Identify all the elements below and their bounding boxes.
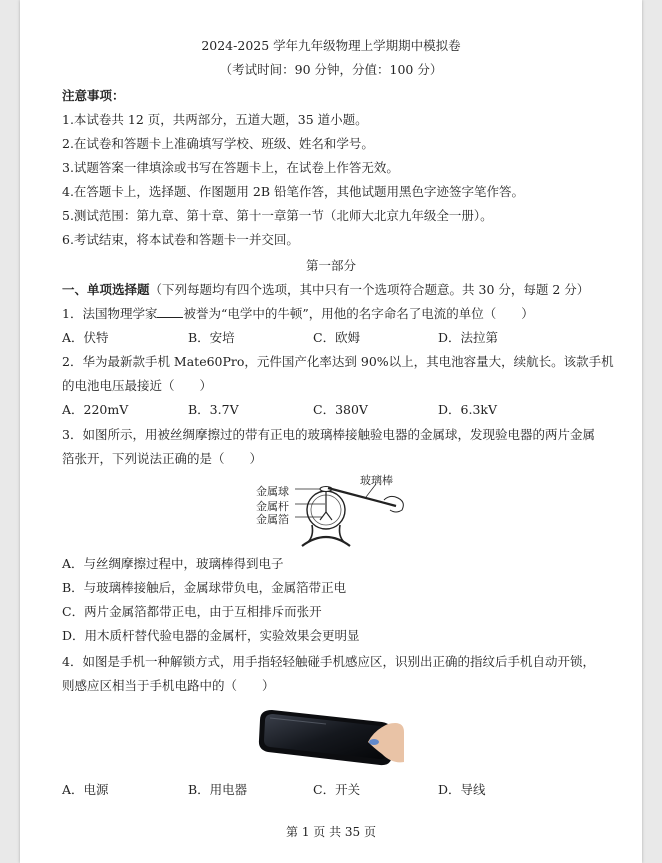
q4-option-b: B．用电器 [188, 782, 248, 797]
q3-option-c: C．两片金属箔都带正电，由于互相排斥而张开 [62, 604, 322, 619]
section-title: 一、单项选择题 [62, 282, 150, 297]
question-2-line2: 的电池电压最接近（ ） [62, 378, 213, 393]
q1-blank [157, 306, 183, 318]
q2-option-a: A．220mV [62, 402, 129, 417]
page-footer: 第 1 页 共 35 页 [286, 825, 376, 839]
q1-option-a: A．伏特 [62, 330, 109, 345]
q2-option-b: B．3.7V [188, 402, 239, 417]
question-4-line2: 则感应区相当于手机电路中的（ ） [62, 678, 275, 693]
electroscope-figure [256, 470, 406, 552]
q1-option-c: C．欧姆 [313, 330, 361, 345]
q1-text-after: 被誉为“电学中的牛顿”，用他的名字命名了电流的单位（ ） [183, 306, 534, 321]
label-metal-pole: 金属杆 [256, 500, 289, 513]
q3-option-d: D．用木质杆替代验电器的金属杆，实验效果会更明显 [62, 628, 360, 643]
phone-fingerprint-image [256, 702, 404, 768]
note-item: 3.试题答案一律填涂或书写在答题卡上，在试卷上作答无效。 [62, 160, 399, 175]
exam-subtitle: （考试时间：90 分钟，分值：100 分） [219, 62, 443, 77]
q1-option-b: B．安培 [188, 330, 235, 345]
note-item: 2.在试卷和答题卡上准确填写学校、班级、姓名和学号。 [62, 136, 374, 151]
label-metal-foil: 金属箔 [256, 513, 289, 526]
q3-option-a: A．与丝绸摩擦过程中，玻璃棒得到电子 [62, 556, 284, 571]
question-1 [62, 306, 612, 322]
q1-text-before: 1．法国物理学家 [62, 306, 158, 321]
part-heading: 第一部分 [305, 258, 356, 273]
note-item: 1.本试卷共 12 页，共两部分，五道大题，35 道小题。 [62, 112, 368, 127]
q2-option-c: C．380V [313, 402, 368, 417]
question-4-line1: 4．如图是手机一种解锁方式，用手指轻轻触碰手机感应区，识别出正确的指纹后手机自动开锁， [62, 654, 595, 669]
q2-option-d: D．6.3kV [438, 402, 498, 417]
note-item: 4.在答题卡上，选择题、作图题用 2B 铅笔作答，其他试题用黑色字迹签字笔作答。 [62, 184, 525, 199]
note-item: 6.考试结束，将本试卷和答题卡一并交回。 [62, 232, 299, 247]
q4-option-c: C．开关 [313, 782, 361, 797]
label-glass-rod: 玻璃棒 [360, 474, 393, 487]
phone-illustration [256, 702, 404, 768]
q1-option-d: D．法拉第 [438, 330, 499, 345]
q3-option-b: B．与玻璃棒接触后，金属球带负电，金属箔带正电 [62, 580, 347, 595]
label-metal-ball: 金属球 [256, 485, 289, 498]
section-desc: （下列每题均有四个选项，其中只有一个选项符合题意。共 30 分，每题 2 分） [149, 282, 590, 297]
exam-title: 2024-2025 学年九年级物理上学期期中模拟卷 [201, 38, 461, 53]
section-heading [62, 282, 612, 298]
question-3-line2: 箔张开，下列说法正确的是（ ） [62, 451, 263, 466]
question-2-line1: 2．华为最新款手机 Mate60Pro，元件国产化率达到 90%以上，其电池容量大，续航长。该款手机 [62, 354, 614, 369]
notes-heading: 注意事项： [62, 88, 125, 103]
q4-option-a: A．电源 [62, 782, 109, 797]
question-3-line1: 3．如图所示，用被丝绸摩擦过的带有正电的玻璃棒接触验电器的金属球，发现验电器的两片金属 [62, 427, 595, 442]
q4-option-d: D．导线 [438, 782, 486, 797]
exam-page [20, 0, 642, 863]
note-item: 5.测试范围：第九章、第十章、第十一章第一节（北师大北京九年级全一册）。 [62, 208, 493, 223]
